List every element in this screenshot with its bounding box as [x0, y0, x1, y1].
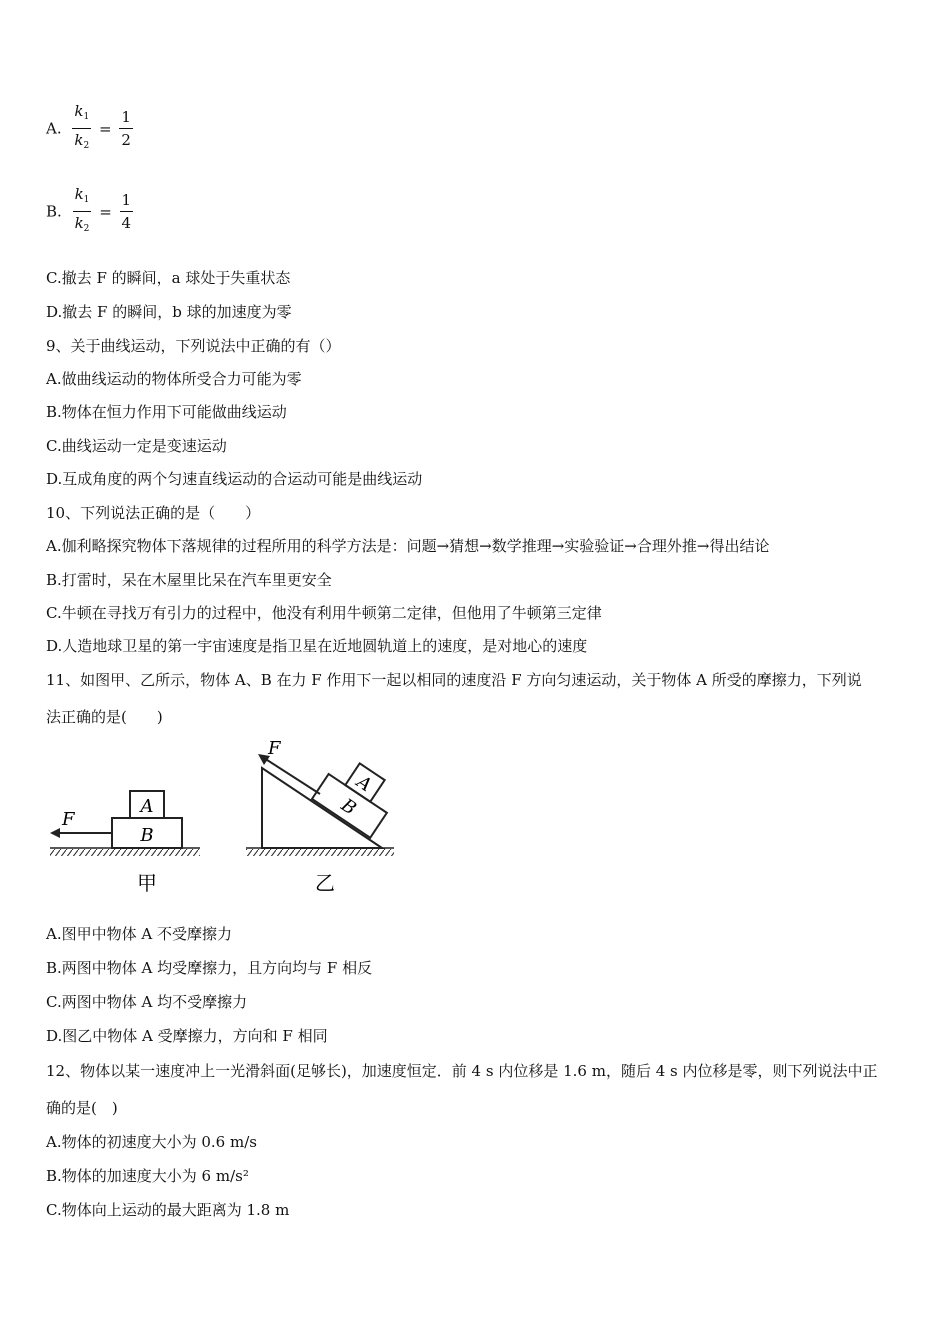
q11-option-a: A.图甲中物体 A 不受摩擦力 [46, 925, 232, 943]
q8-option-a [46, 100, 133, 157]
q11-option-b: B.两图中物体 A 均受摩擦力，且方向均与 F 相反 [46, 959, 373, 977]
q10-option-a: A.伽利略探究物体下落规律的过程所用的科学方法是：问题→猜想→数学推理→实验验证→合理外推→得出结论 [46, 537, 770, 555]
q8-option-d: D.撤去 F 的瞬间，b 球的加速度为零 [46, 303, 292, 321]
force-label: F [268, 738, 281, 759]
ratio-fraction: $\frac{k_1}{k_2}$ [74, 102, 90, 151]
q12-option-c: C.物体向上运动的最大距离为 1.8 m [46, 1201, 290, 1219]
q11-option-d: D.图乙中物体 A 受摩擦力，方向和 F 相同 [46, 1027, 328, 1045]
block-b-label: B [337, 794, 360, 820]
figure-jia [50, 791, 200, 895]
q12-stem-line2: 确的是( ) [46, 1099, 118, 1117]
q12-stem-line1: 12、物体以某一速度冲上一光滑斜面(足够长)，加速度恒定．前 4 s 内位移是 1.6 m，随后 4 s 内位移是零，则下列说法中正 [46, 1062, 878, 1080]
figure-yi [246, 738, 401, 895]
q12-option-b: B.物体的加速度大小为 6 m/s² [46, 1167, 249, 1185]
q11-figure [42, 738, 402, 898]
value-fraction: $\frac{1}{4}$ [121, 191, 132, 232]
q12-option-a: A.物体的初速度大小为 0.6 m/s [46, 1133, 257, 1151]
q10-option-b: B.打雷时，呆在木屋里比呆在汽车里更安全 [46, 571, 332, 589]
block-a-label: A [140, 796, 154, 817]
option-label: B. [46, 202, 62, 221]
equals-sign: = [99, 119, 112, 138]
q10-stem: 10、下列说法正确的是（ ） [46, 504, 261, 522]
q11-stem-line2: 法正确的是( ) [46, 708, 163, 726]
caption-jia: 甲 [137, 871, 157, 895]
value-fraction: $\frac{1}{2}$ [121, 108, 131, 149]
q9-option-c: C.曲线运动一定是变速运动 [46, 437, 227, 455]
q8-option-c: C.撤去 F 的瞬间，a 球处于失重状态 [46, 269, 291, 287]
q9-option-a: A.做曲线运动的物体所受合力可能为零 [46, 370, 302, 388]
arrow-head-icon [50, 828, 60, 838]
q10-option-d: D.人造地球卫星的第一宇宙速度是指卫星在近地圆轨道上的速度，是对地心的速度 [46, 637, 588, 655]
option-label: A. [46, 119, 62, 138]
q9-stem: 9、关于曲线运动，下列说法中正确的有（） [46, 337, 341, 355]
equals-sign: = [99, 202, 112, 221]
force-label: F [62, 809, 75, 830]
ratio-fraction: $\frac{k_1}{k_2}$ [74, 185, 90, 234]
block-a-label: A [352, 771, 376, 797]
block-b-label: B [140, 825, 154, 846]
q11-stem-line1: 11、如图甲、乙所示，物体 A、B 在力 F 作用下一起以相同的速度沿 F 方向匀速运动，关于物体 A 所受的摩擦力，下列说 [46, 671, 862, 689]
q9-option-d: D.互成角度的两个匀速直线运动的合运动可能是曲线运动 [46, 470, 423, 488]
q8-option-b [46, 183, 133, 240]
q10-option-c: C.牛顿在寻找万有引力的过程中，他没有利用牛顿第二定律，但他用了牛顿第三定律 [46, 604, 602, 622]
q11-option-c: C.两图中物体 A 均不受摩擦力 [46, 993, 248, 1011]
q9-option-b: B.物体在恒力作用下可能做曲线运动 [46, 403, 287, 421]
caption-yi: 乙 [315, 871, 335, 895]
